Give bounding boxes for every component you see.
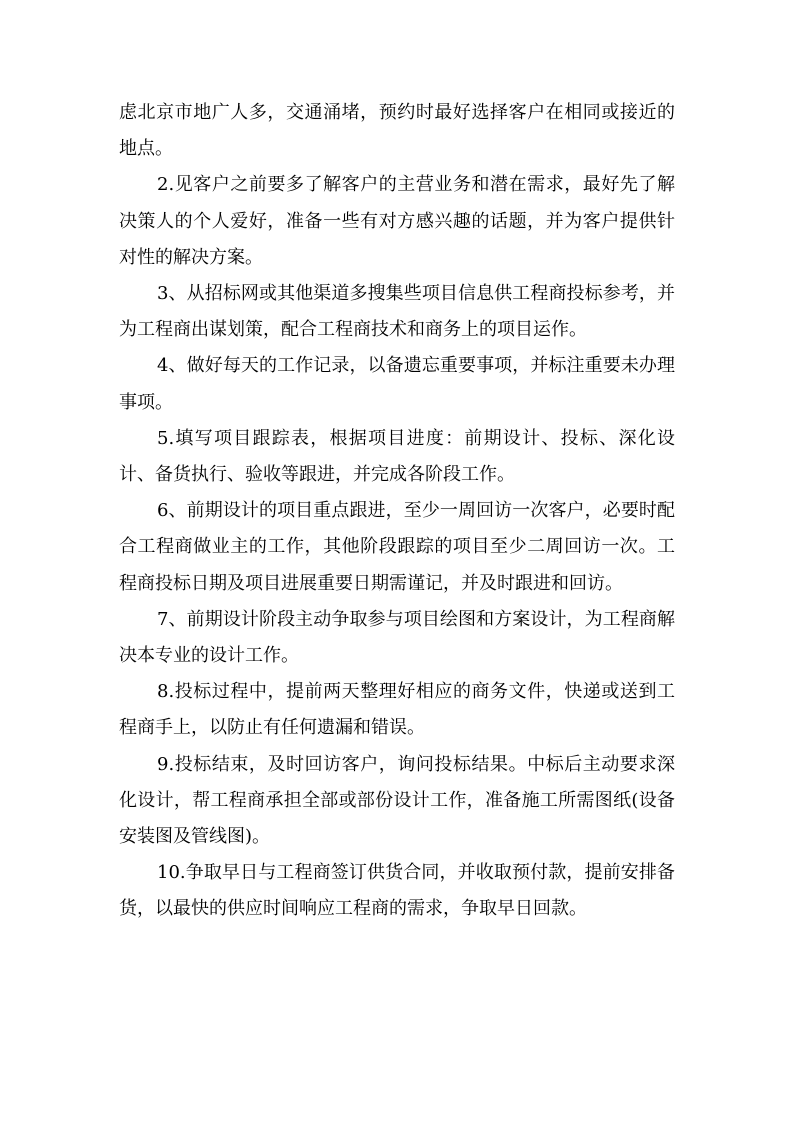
paragraph-item-4: 4、做好每天的工作记录，以备遗忘重要事项，并标注重要未办理事项。: [119, 355, 675, 413]
paragraph-item-2: 2.见客户之前要多了解客户的主营业务和潜在需求，最好先了解决策人的个人爱好，准备一些有对方感兴趣的话题，并为客户提供针对性的解决方案。: [119, 174, 675, 268]
paragraph-item-6: 6、前期设计的项目重点跟进，至少一周回访一次客户，必要时配合工程商做业主的工作，其他阶段跟踪的项目至少二周回访一次。工程商投标日期及项目进展重要日期需谨记，并及时跟进和回访。: [119, 500, 675, 594]
paragraph-continuation: 虑北京市地广人多，交通涌堵，预约时最好选择客户在相同或接近的地点。: [119, 102, 675, 160]
paragraph-item-3: 3、从招标网或其他渠道多搜集些项目信息供工程商投标参考，并为工程商出谋划策，配合工程商技术和商务上的项目运作。: [119, 283, 675, 341]
paragraph-item-9: 9.投标结束，及时回访客户，询问投标结果。中标后主动要求深化设计，帮工程商承担全部或部份设计工作，准备施工所需图纸(设备安装图及管线图)。: [119, 753, 675, 848]
document-body: [119, 95, 675, 928]
paragraph-item-10: 10.争取早日与工程商签订供货合同，并收取预付款，提前安排备货，以最快的供应时间响应工程商的需求，争取早日回款。: [119, 862, 675, 920]
paragraph-item-8: 8.投标过程中，提前两天整理好相应的商务文件，快递或送到工程商手上，以防止有任何遗漏和错误。: [119, 681, 675, 739]
paragraph-item-5: 5.填写项目跟踪表，根据项目进度：前期设计、投标、深化设计、备货执行、验收等跟进，并完成各阶段工作。: [119, 427, 675, 486]
paragraph-item-7: 7、前期设计阶段主动争取参与项目绘图和方案设计，为工程商解决本专业的设计工作。: [119, 608, 675, 667]
